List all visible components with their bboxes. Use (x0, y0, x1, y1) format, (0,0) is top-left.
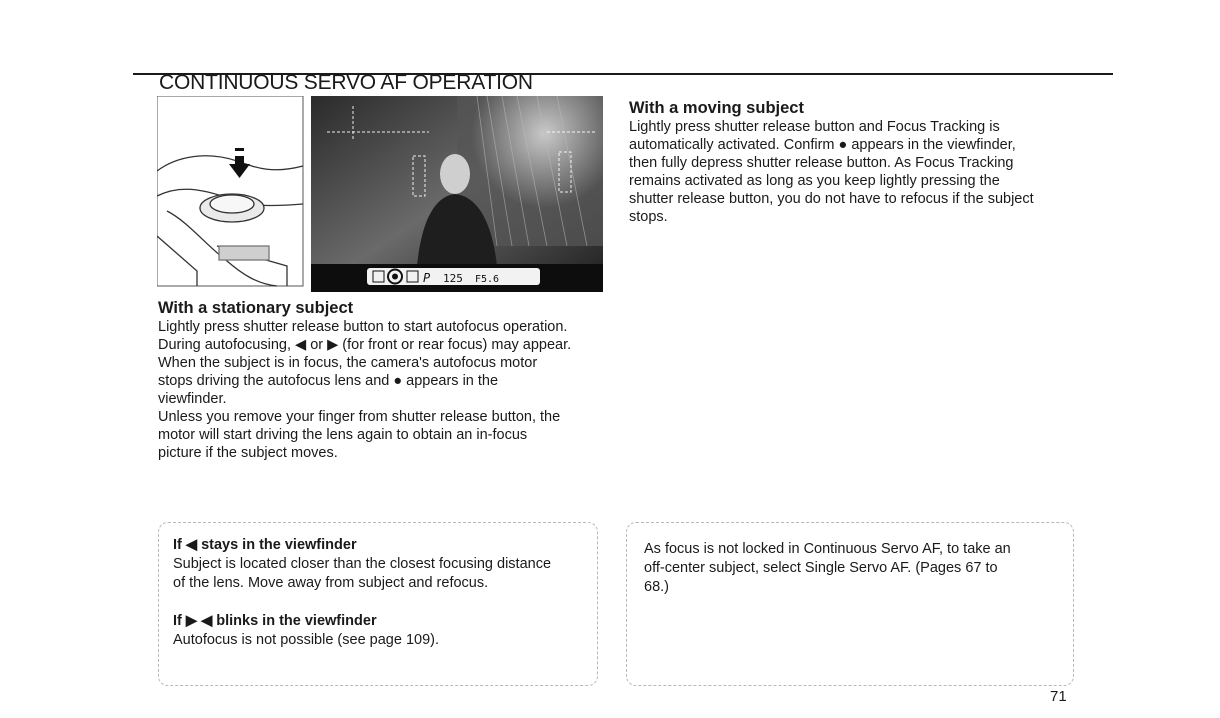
page-number: 71 (1050, 688, 1067, 705)
blinks-heading: If ▶ ◀ blinks in the viewfinder (173, 613, 377, 629)
text-line: of the lens. Move away from subject and refocus. (173, 575, 489, 591)
text-line: When the subject is in focus, the camera's autofocus motor (158, 355, 538, 371)
text-line: automatically activated. Confirm ● appears in the viewfinder, (629, 137, 1016, 153)
text-line: shutter release button, you do not have to refocus if the subject (629, 191, 1034, 207)
stays-text (173, 555, 593, 593)
text-line: Unless you remove your finger from shutter release button, the (158, 409, 561, 425)
text-line: stops driving the autofocus lens and ● appears in the (158, 373, 499, 389)
text-line: As focus is not locked in Continuous Servo AF, to take an (644, 541, 1011, 557)
text-line: Lightly press shutter release button to start autofocus operation. (158, 319, 568, 335)
in-focus-dot-icon (392, 274, 398, 280)
moving-subject-section (629, 98, 1079, 226)
tip-text (644, 540, 1064, 597)
text-line: Subject is located closer than the closest focusing distance (173, 556, 552, 572)
text-line: stops. (629, 209, 668, 225)
text-line: 68.) (644, 579, 669, 595)
text-line: viewfinder. (158, 391, 227, 407)
warning-note-box (158, 522, 598, 686)
blinks-text: Autofocus is not possible (see page 109). (173, 632, 439, 648)
text-line: picture if the subject moves. (158, 445, 338, 461)
exposure-mode: P (423, 271, 431, 285)
text-line: During autofocusing, ◀ or ▶ (for front or rear focus) may appear. (158, 337, 572, 353)
text-line: Lightly press shutter release button and Focus Tracking is (629, 119, 1000, 135)
text-line: then fully depress shutter release button. As Focus Tracking (629, 155, 1014, 171)
stays-heading: If ◀ stays in the viewfinder (173, 537, 357, 553)
stationary-subject-section (158, 298, 618, 462)
stationary-subject-heading: With a stationary subject (158, 299, 354, 317)
camera-illustration (157, 96, 603, 292)
aperture-value: F5.6 (475, 274, 500, 285)
tip-note-box (626, 522, 1074, 686)
moving-subject-body (629, 118, 1079, 226)
text-line: remains activated as long as you keep lightly pressing the (629, 173, 1000, 189)
moving-subject-heading: With a moving subject (629, 99, 804, 117)
page-title: CONTINUOUS SERVO AF OPERATION (159, 71, 533, 94)
shutter-speed: 125 (443, 272, 463, 285)
press-bar (235, 148, 244, 151)
text-line: motor will start driving the lens again to obtain an in-focus (158, 427, 528, 443)
stationary-subject-body (158, 318, 618, 462)
text-line: off-center subject, select Single Servo AF. (Pages 67 to (644, 560, 998, 576)
